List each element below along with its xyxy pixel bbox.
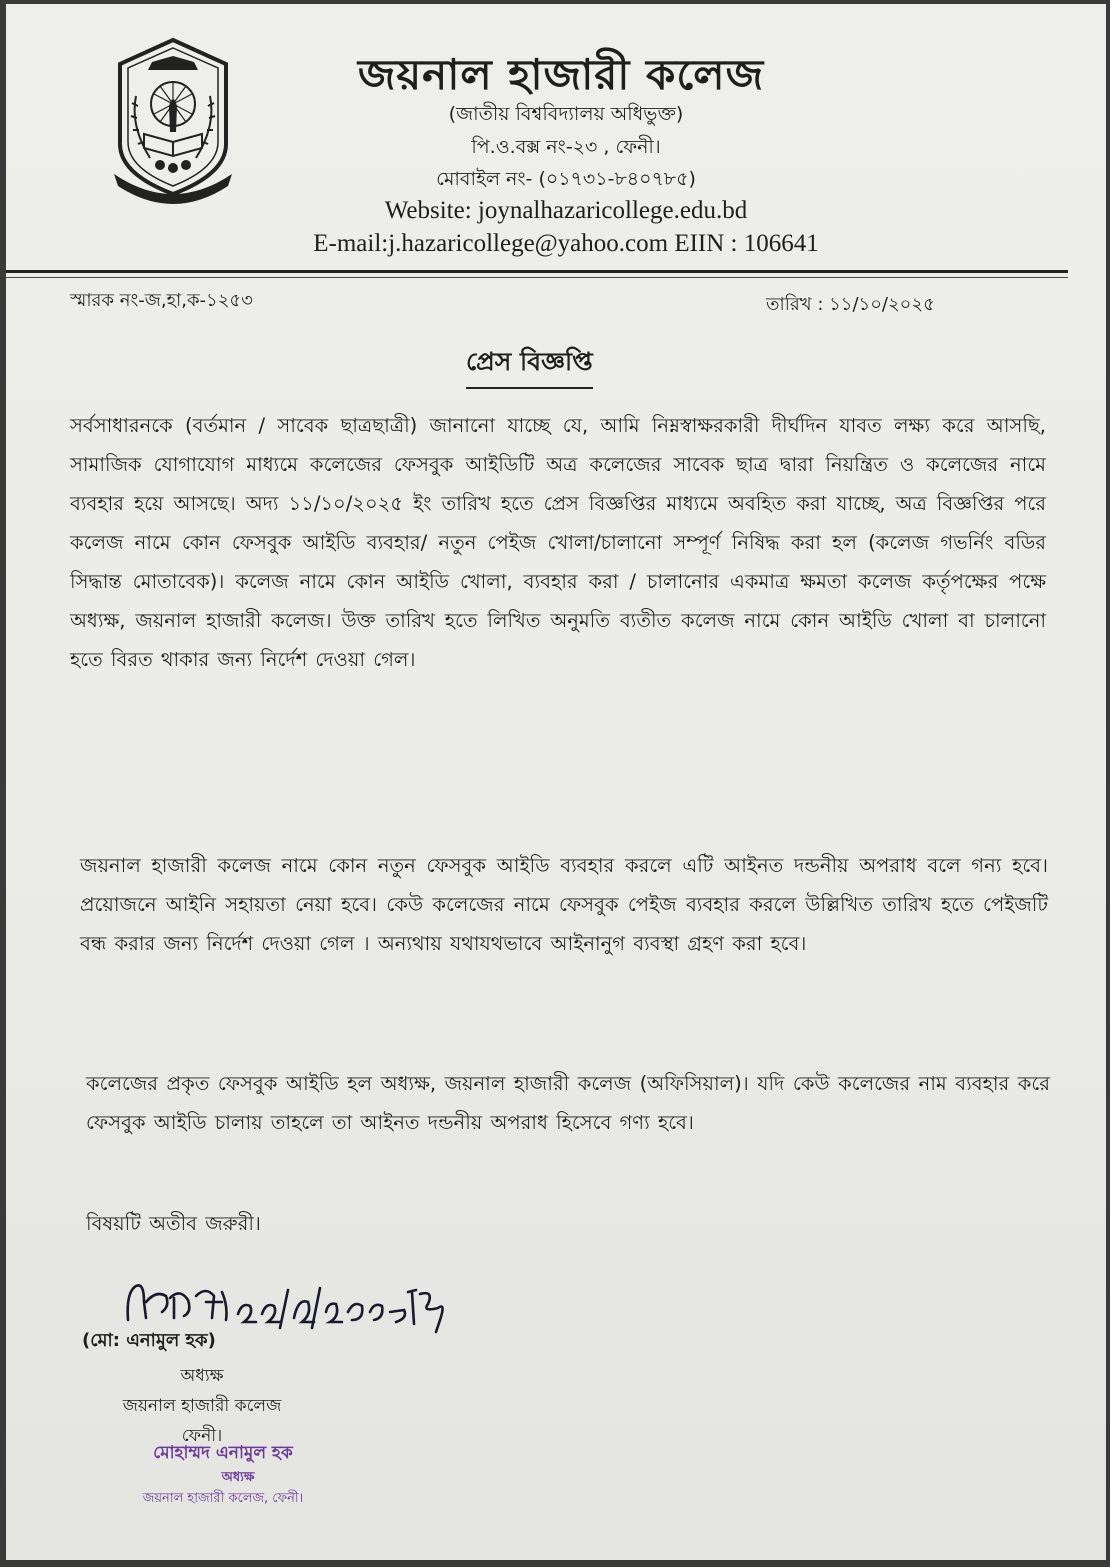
signatory-block bbox=[82, 1361, 322, 1451]
college-name: জয়নাল হাজারী কলেজ bbox=[357, 50, 765, 99]
affiliation-line: (জাতীয় বিশ্ববিদ্যালয় অধিভুক্ত) bbox=[448, 103, 684, 125]
website-line: Website: joynalhazaricollege.edu.bd bbox=[384, 197, 748, 224]
signatory-college: জয়নাল হাজারী কলেজ bbox=[122, 1396, 282, 1416]
college-crest-icon bbox=[110, 36, 236, 204]
signatory-name: (মো: এনামুল হক) bbox=[82, 1330, 216, 1351]
header-divider-thin bbox=[6, 277, 1068, 278]
signatory-designation: অধ্যক্ষ bbox=[180, 1366, 224, 1386]
seal-name: মোহাম্মদ এনামুল হক bbox=[153, 1443, 293, 1463]
closing-line: বিষয়টি অতীব জরুরী। bbox=[86, 1212, 261, 1235]
body-paragraph: কলেজের প্রকৃত ফেসবুক আইডি হল অধ্যক্ষ, জয়নাল হাজারী কলেজ (অফিসিয়াল)। যদি কেউ কলেজের নাম ব্যবহার করে ফেসবুক আইডি চালায় তাহলে তা আইনত দন্ডনীয় অপরাধ হিসেবে গণ্য হবে। bbox=[86, 1072, 1050, 1134]
signatory-location: ফেনী। bbox=[181, 1426, 223, 1446]
po-box-line: পি.ও.বক্স নং-২৩ , ফেনী। bbox=[471, 136, 661, 158]
body-paragraph: জয়নাল হাজারী কলেজ নামে কোন নতুন ফেসবুক আইডি ব্যবহার করলে এটি আইনত দন্ডনীয় অপরাধ বলে গন্য হবে। প্রয়োজনে আইনি সহায়তা নেয়া হবে। কেউ কলেজের নামে ফেসবুক পেইজ ব্যবহার করলে উল্লিখিত তারিখ হতে পেইজটি বন্ধ করার জন্য নির্দেশ দেওয়া গেল । অন্যথায় যথাযথভাবে আইনানুগ ব্যবস্থা গ্রহণ করা হবে। bbox=[80, 854, 1048, 955]
mobile-line: মোবাইল নং- (০১৭৩১-৮৪০৭৮৫) bbox=[436, 168, 696, 190]
body-paragraph: সর্বসাধারনকে (বর্তমান / সাবেক ছাত্রছাত্রী) জানানো যাচ্ছে যে, আমি নিম্নস্বাক্ষরকারী দীর্ঘদিন যাবত লক্ষ্য করে আসছি, সামাজিক যোগাযোগ মাধ্যমে কলেজের ফেসবুক আইডিটি অত্র কলেজের সাবেক ছাত্র দ্বারা নিয়ন্ত্রিত ও কলেজের নামে ব্যবহার হয়ে আসছে। অদ্য ১১/১০/২০২৫ ইং তারিখ হতে প্রেস বিজ্ঞপ্তির মাধ্যমে অবহিত করা যাচ্ছে, অত্র বিজ্ঞপ্তির পরে কলেজ নামে কোন ফেসবুক আইডি ব্যবহার/ নতুন পেইজ খোলা/চালানো সম্পূর্ণ নিষিদ্ধ করা হল (কলেজ গভর্নিং বডির সিদ্ধান্ত মোতাবেক)। কলেজ নামে কোন আইডি খোলা, ব্যবহার করা / চালানোর একমাত্র ক্ষমতা কলেজ কর্তৃপক্ষের পক্ষে অধ্যক্ষ, জয়নাল হাজারী কলেজ। উক্ত তারিখ হতে লিখিত অনুমতি ব্যতীত কলেজ নামে কোন আইডি খোলা বা চালানো হতে বিরত থাকার জন্য নির্দেশ দেওয়া গেল। bbox=[70, 414, 1046, 671]
official-seal bbox=[118, 1440, 328, 1510]
seal-college: জয়নাল হাজারী কলেজ, ফেনী। bbox=[142, 1491, 304, 1506]
header-divider bbox=[6, 270, 1068, 273]
document-date: তারিখ : ১১/১০/২০২৫ bbox=[766, 294, 935, 315]
email-eiin-line: E-mail:j.hazaricollege@yahoo.com EIIN : 106641 bbox=[313, 230, 819, 257]
press-release-page bbox=[6, 4, 1106, 1560]
seal-designation: অধ্যক্ষ bbox=[221, 1470, 255, 1485]
document-title: প্রেস বিজ্ঞপ্তি bbox=[466, 342, 593, 389]
memo-number: স্মারক নং-জ,হা,ক-১২৫৩ bbox=[70, 290, 253, 311]
